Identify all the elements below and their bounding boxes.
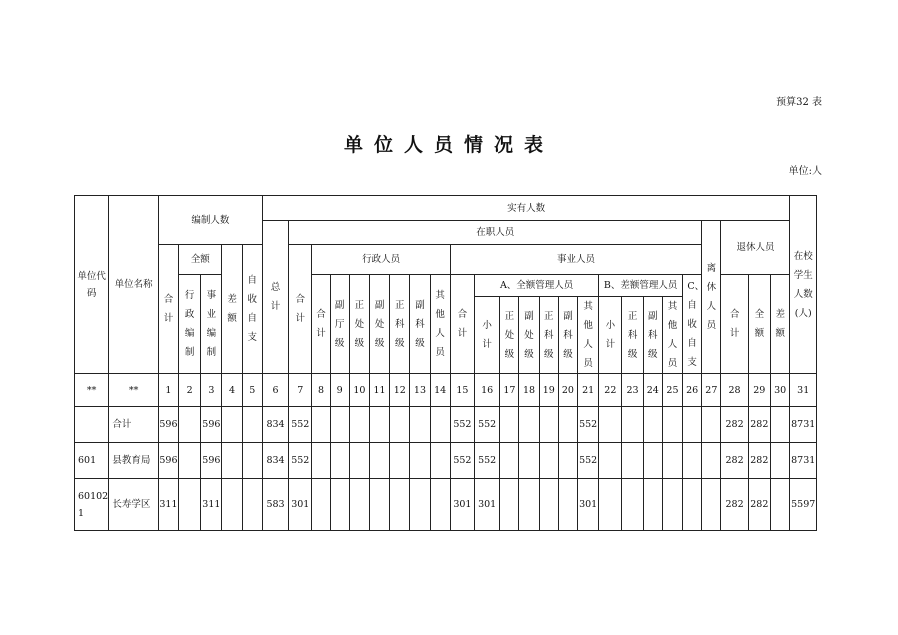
table-cell: 8731 [790,443,817,479]
header-career-staff: 事业编制 [201,275,222,374]
table-cell [558,479,577,531]
table-cell [662,479,682,531]
table-cell [519,479,539,531]
column-code-cell: 22 [599,374,622,407]
table-cell [349,407,369,443]
unit-code-cell [75,407,109,443]
table-cell [539,407,558,443]
table-cell: 552 [475,443,500,479]
table-cell: 301 [289,479,312,531]
page-title: 单位人员情况表 [343,134,554,156]
unit-code-cell: 601021 [75,479,109,531]
table-cell: 311 [201,479,222,531]
table-row [75,479,817,531]
header-a-subtotal: 小计 [475,297,500,374]
header-actual: 实有人数 [262,196,790,221]
table-cell [430,479,450,531]
header-career-personnel: 事业人员 [450,245,701,275]
table-cell: 282 [721,443,748,479]
header-retired-full: 全额 [748,275,770,374]
column-code-cell: 24 [643,374,662,407]
table-cell: 5597 [790,479,817,531]
table-cell [410,479,430,531]
header-in-service-total: 合计 [289,245,312,374]
table-cell: 552 [475,407,500,443]
table-cell [643,407,662,443]
header-students: 在校学生人数(人) [790,196,817,374]
column-code-cell: 2 [179,374,201,407]
header-difference: 差额 [222,245,242,374]
column-code-cell: ** [75,374,109,407]
budget-table-number: 预算32 表 [776,97,822,108]
table-cell: 834 [262,443,288,479]
header-a-division-chief: 正处级 [500,297,519,374]
table-cell [558,443,577,479]
column-code-cell: 13 [410,374,430,407]
unit-name-cell: 县教育局 [109,443,159,479]
table-cell: 596 [158,407,178,443]
header-full-amount: 全额 [179,245,222,275]
header-admin-other: 其他人员 [430,275,450,374]
column-code-cell: 1 [158,374,178,407]
table-cell: 282 [721,479,748,531]
table-cell [770,407,790,443]
personnel-table [74,195,817,531]
table-cell [702,443,721,479]
header-unit-name: 单位名称 [109,196,159,374]
header-retired-total: 合计 [721,275,748,374]
table-cell [622,407,643,443]
column-code-cell: 21 [578,374,599,407]
table-cell [330,407,349,443]
column-code-cell: 29 [748,374,770,407]
table-cell [770,479,790,531]
table-cell [500,443,519,479]
table-cell [599,443,622,479]
table-cell: 552 [289,443,312,479]
table-cell [242,407,262,443]
table-cell [539,479,558,531]
header-admin-personnel: 行政人员 [312,245,450,275]
table-cell [599,407,622,443]
table-cell [390,479,410,531]
header-deputy-bureau: 副厅级 [330,275,349,374]
header-group-b: B、差额管理人员 [599,275,683,297]
table-cell: 311 [158,479,178,531]
table-row [75,443,817,479]
table-cell [179,443,201,479]
table-cell [683,443,702,479]
table-cell: 552 [450,443,474,479]
header-b-section-chief: 正科级 [622,297,643,374]
table-cell [622,479,643,531]
header-admin-total: 合计 [312,275,330,374]
header-a-section-chief: 正科级 [539,297,558,374]
table-cell [222,479,242,531]
header-retired-diff: 差额 [770,275,790,374]
table-cell [500,407,519,443]
table-cell [312,479,330,531]
column-code-cell: 12 [390,374,410,407]
header-a-deputy-section: 副科级 [558,297,577,374]
table-cell [349,479,369,531]
header-retired-leave: 离休人员 [702,221,721,374]
table-cell: 583 [262,479,288,531]
table-cell [222,407,242,443]
table-cell [500,479,519,531]
table-cell [702,407,721,443]
table-cell [312,407,330,443]
column-code-cell: 15 [450,374,474,407]
table-cell: 301 [475,479,500,531]
unit-label: 单位:人 [788,166,822,177]
column-code-cell: 27 [702,374,721,407]
header-group-c: C、自收自支 [683,275,702,374]
table-cell [622,443,643,479]
table-cell [558,407,577,443]
table-cell [662,443,682,479]
header-deputy-section: 副科级 [410,275,430,374]
table-cell [369,479,389,531]
table-cell [179,407,201,443]
table-cell [390,407,410,443]
header-section-chief: 正科级 [390,275,410,374]
table-cell [330,479,349,531]
table-cell [242,479,262,531]
column-code-cell: 17 [500,374,519,407]
header-staffing-total: 合计 [158,245,178,374]
column-code-cell: 23 [622,374,643,407]
table-cell: 282 [748,479,770,531]
table-cell [643,479,662,531]
table-cell [369,407,389,443]
table-body [75,374,817,531]
header-a-other: 其他人员 [578,297,599,374]
column-code-cell: ** [109,374,159,407]
header-career-total: 合计 [450,275,474,374]
table-cell [179,479,201,531]
column-code-cell: 7 [289,374,312,407]
column-code-cell: 20 [558,374,577,407]
column-code-cell: 14 [430,374,450,407]
column-code-cell: 6 [262,374,288,407]
table-cell [519,407,539,443]
table-cell [330,443,349,479]
table-cell: 552 [450,407,474,443]
header-a-deputy-division: 副处级 [519,297,539,374]
table-cell: 301 [578,479,599,531]
table-cell [662,407,682,443]
table-cell: 301 [450,479,474,531]
table-cell [390,443,410,479]
unit-name-cell: 长寿学区 [109,479,159,531]
table-cell: 834 [262,407,288,443]
unit-code-cell: 601 [75,443,109,479]
column-code-cell: 9 [330,374,349,407]
column-code-cell: 28 [721,374,748,407]
table-cell [702,479,721,531]
header-b-other: 其他人员 [662,297,682,374]
column-code-cell: 5 [242,374,262,407]
table-cell [410,407,430,443]
header-division-chief: 正处级 [349,275,369,374]
unit-name-cell: 合计 [109,407,159,443]
header-total: 总计 [262,221,288,374]
table-cell [349,443,369,479]
table-cell [599,479,622,531]
table-cell [312,443,330,479]
column-code-row [75,374,817,407]
column-code-cell: 30 [770,374,790,407]
table-cell: 596 [201,407,222,443]
header-b-subtotal: 小计 [599,297,622,374]
column-code-cell: 19 [539,374,558,407]
table-cell: 552 [578,443,599,479]
header-staffing: 编制人数 [158,196,262,245]
header-unit-code: 单位代码 [75,196,109,374]
table-cell: 282 [721,407,748,443]
column-code-cell: 26 [683,374,702,407]
table-cell: 596 [158,443,178,479]
table-cell [770,443,790,479]
column-code-cell: 25 [662,374,682,407]
table-cell [683,479,702,531]
header-deputy-division: 副处级 [369,275,389,374]
header-admin-staff: 行政编制 [179,275,201,374]
table-cell [410,443,430,479]
column-code-cell: 3 [201,374,222,407]
table-cell [519,443,539,479]
table-cell [683,407,702,443]
header-retired: 退休人员 [721,221,790,275]
column-code-cell: 4 [222,374,242,407]
table-cell [430,407,450,443]
column-code-cell: 18 [519,374,539,407]
table-cell: 282 [748,443,770,479]
header-b-deputy-section: 副科级 [643,297,662,374]
table-row [75,407,817,443]
table-cell [539,443,558,479]
column-code-cell: 31 [790,374,817,407]
table-cell [242,443,262,479]
table-cell: 8731 [790,407,817,443]
header-in-service: 在职人员 [289,221,702,245]
column-code-cell: 8 [312,374,330,407]
table-cell: 552 [289,407,312,443]
table-cell: 552 [578,407,599,443]
header-group-a: A、全额管理人员 [475,275,599,297]
table-cell [643,443,662,479]
column-code-cell: 16 [475,374,500,407]
table-cell: 596 [201,443,222,479]
table-cell [430,443,450,479]
header-self-funded: 自收自支 [242,245,262,374]
table-cell: 282 [748,407,770,443]
column-code-cell: 10 [349,374,369,407]
column-code-cell: 11 [369,374,389,407]
table-cell [222,443,242,479]
table-cell [369,443,389,479]
